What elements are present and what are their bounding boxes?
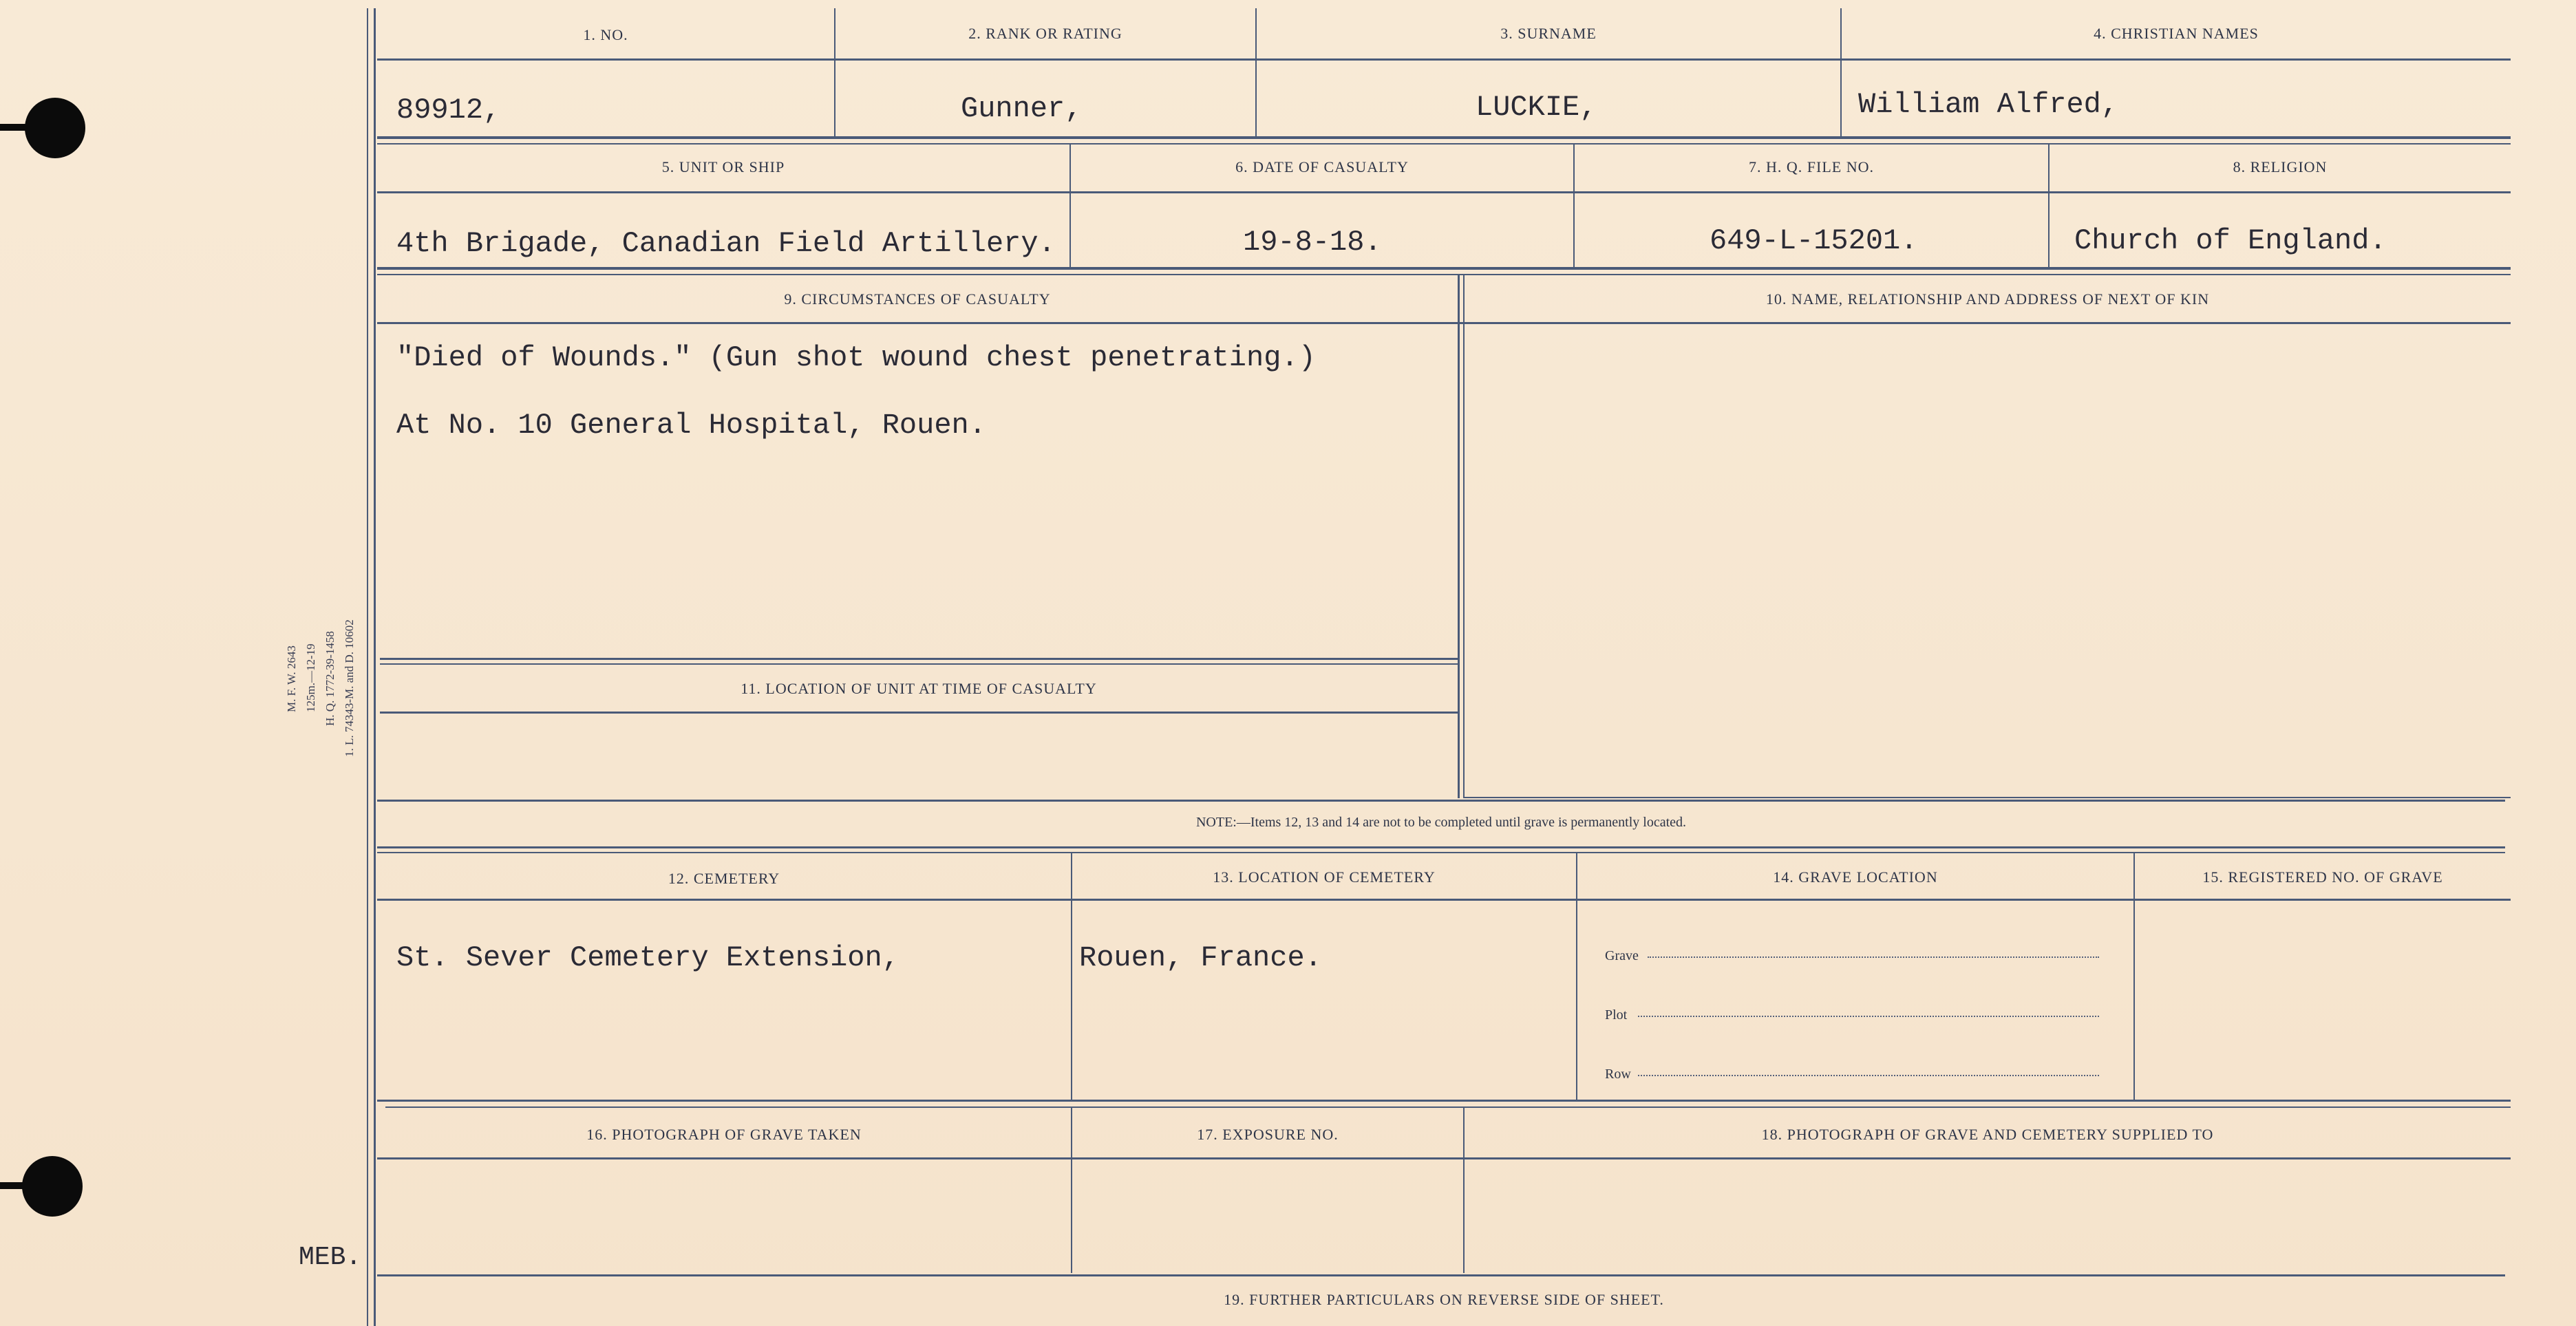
row-entry-line bbox=[1638, 1075, 2099, 1076]
label-religion: 8. RELIGION bbox=[2233, 158, 2328, 175]
label-file: 7. H. Q. FILE NO. bbox=[1749, 158, 1874, 175]
row2-top-rule bbox=[377, 143, 2511, 145]
note-top-rule bbox=[377, 800, 2505, 802]
label-christian-names: 4. CHRISTIAN NAMES bbox=[2094, 25, 2259, 42]
value-file: 649-L-15201. bbox=[1710, 224, 1918, 257]
plot-entry-line bbox=[1638, 1016, 2099, 1017]
punch-hole-bottom bbox=[22, 1156, 83, 1217]
margin-rule bbox=[367, 8, 368, 1326]
row4-bottom-rule bbox=[377, 1100, 2511, 1102]
note-text: NOTE:—Items 12, 13 and 14 are not to be completed until grave is permanently located. bbox=[1195, 815, 1687, 830]
row5-top-rule bbox=[385, 1106, 2511, 1108]
note-bottom-rule bbox=[377, 846, 2505, 848]
form-print-line-1: M. F. W. 2643 bbox=[285, 645, 298, 712]
value-circumstances-line-1: "Died of Wounds." (Gun shot wound chest penetrating.) bbox=[396, 341, 1316, 374]
label-location-of-unit: 11. LOCATION OF UNIT AT TIME OF CASUALTY bbox=[741, 680, 1097, 697]
item11-top-rule bbox=[380, 658, 1458, 660]
label-no: 1. NO. bbox=[583, 26, 628, 43]
label-exposure-no: 17. EXPOSURE NO. bbox=[1197, 1126, 1339, 1143]
row3-divider-inner bbox=[1463, 274, 1465, 798]
punch-hole-top bbox=[25, 98, 85, 158]
value-rank: Gunner, bbox=[961, 92, 1083, 125]
value-circumstances-line-2: At No. 10 General Hospital, Rouen. bbox=[396, 409, 986, 442]
label-registered-no: 15. REGISTERED NO. OF GRAVE bbox=[2202, 868, 2443, 886]
label-unit: 5. UNIT OR SHIP bbox=[661, 158, 785, 175]
row5-label-rule bbox=[377, 1157, 2511, 1159]
label-surname: 3. SURNAME bbox=[1500, 25, 1597, 42]
row5-bottom-rule bbox=[377, 1274, 2505, 1276]
label-rank: 2. RANK OR RATING bbox=[968, 25, 1122, 42]
value-unit: 4th Brigade, Canadian Field Artillery. bbox=[396, 227, 1056, 260]
form-print-line-4: 1. L. 74343-M. and D. 10602 bbox=[343, 619, 356, 757]
label-photo-taken: 16. PHOTOGRAPH OF GRAVE TAKEN bbox=[586, 1126, 862, 1143]
margin-rule-inner bbox=[374, 8, 376, 1326]
form-print-line-3: H. Q. 1772-39-1458 bbox=[323, 631, 337, 726]
value-surname: LUCKIE, bbox=[1476, 91, 1597, 124]
label-date: 6. DATE OF CASUALTY bbox=[1235, 158, 1409, 175]
note-bottom-rule-inner bbox=[377, 852, 2505, 853]
form-print-line-2: 125m.—12-19 bbox=[304, 643, 317, 712]
row1-label-rule bbox=[377, 58, 2511, 61]
value-no: 89912, bbox=[396, 94, 501, 127]
label-further-particulars: 19. FURTHER PARTICULARS ON REVERSE SIDE OF SHEET. bbox=[1224, 1291, 1664, 1308]
row2-label-rule bbox=[377, 191, 2511, 193]
value-christian-names: William Alfred, bbox=[1858, 88, 2119, 121]
row3-divider bbox=[1458, 274, 1460, 798]
label-photo-supplied: 18. PHOTOGRAPH OF GRAVE AND CEMETERY SUPPLIED TO bbox=[1761, 1126, 2214, 1143]
label-grave-location: 14. GRAVE LOCATION bbox=[1773, 868, 1938, 886]
label-location-of-cemetery: 13. LOCATION OF CEMETERY bbox=[1213, 868, 1436, 886]
row1-bottom-rule bbox=[377, 136, 2511, 139]
row4-divider-1 bbox=[1071, 853, 1072, 1100]
label-grave: Grave bbox=[1605, 948, 1639, 963]
label-plot: Plot bbox=[1605, 1007, 1628, 1023]
row4-divider-3 bbox=[2133, 853, 2135, 1100]
row2-bottom-rule bbox=[377, 267, 2511, 270]
row4-label-rule bbox=[377, 899, 2511, 901]
label-row: Row bbox=[1605, 1067, 1631, 1082]
item11-top-rule-inner bbox=[380, 663, 1458, 665]
clerk-initials: MEB. bbox=[299, 1243, 362, 1272]
value-cemetery: St. Sever Cemetery Extension, bbox=[396, 941, 900, 974]
label-next-of-kin: 10. NAME, RELATIONSHIP AND ADDRESS OF NEXT OF KIN bbox=[1765, 290, 2210, 308]
value-date: 19-8-18. bbox=[1243, 226, 1382, 259]
value-religion: Church of England. bbox=[2074, 224, 2387, 257]
value-location-of-cemetery: Rouen, France. bbox=[1079, 941, 1322, 974]
row3-label-rule bbox=[377, 322, 2511, 324]
kin-bottom-rule bbox=[1463, 797, 2511, 798]
label-circumstances: 9. CIRCUMSTANCES OF CASUALTY bbox=[784, 290, 1051, 308]
grave-entry-line bbox=[1648, 956, 2099, 958]
row4-divider-2 bbox=[1576, 853, 1577, 1100]
row3-top-rule bbox=[377, 274, 2511, 275]
item11-label-rule bbox=[380, 712, 1458, 714]
label-cemetery: 12. CEMETERY bbox=[668, 870, 780, 887]
